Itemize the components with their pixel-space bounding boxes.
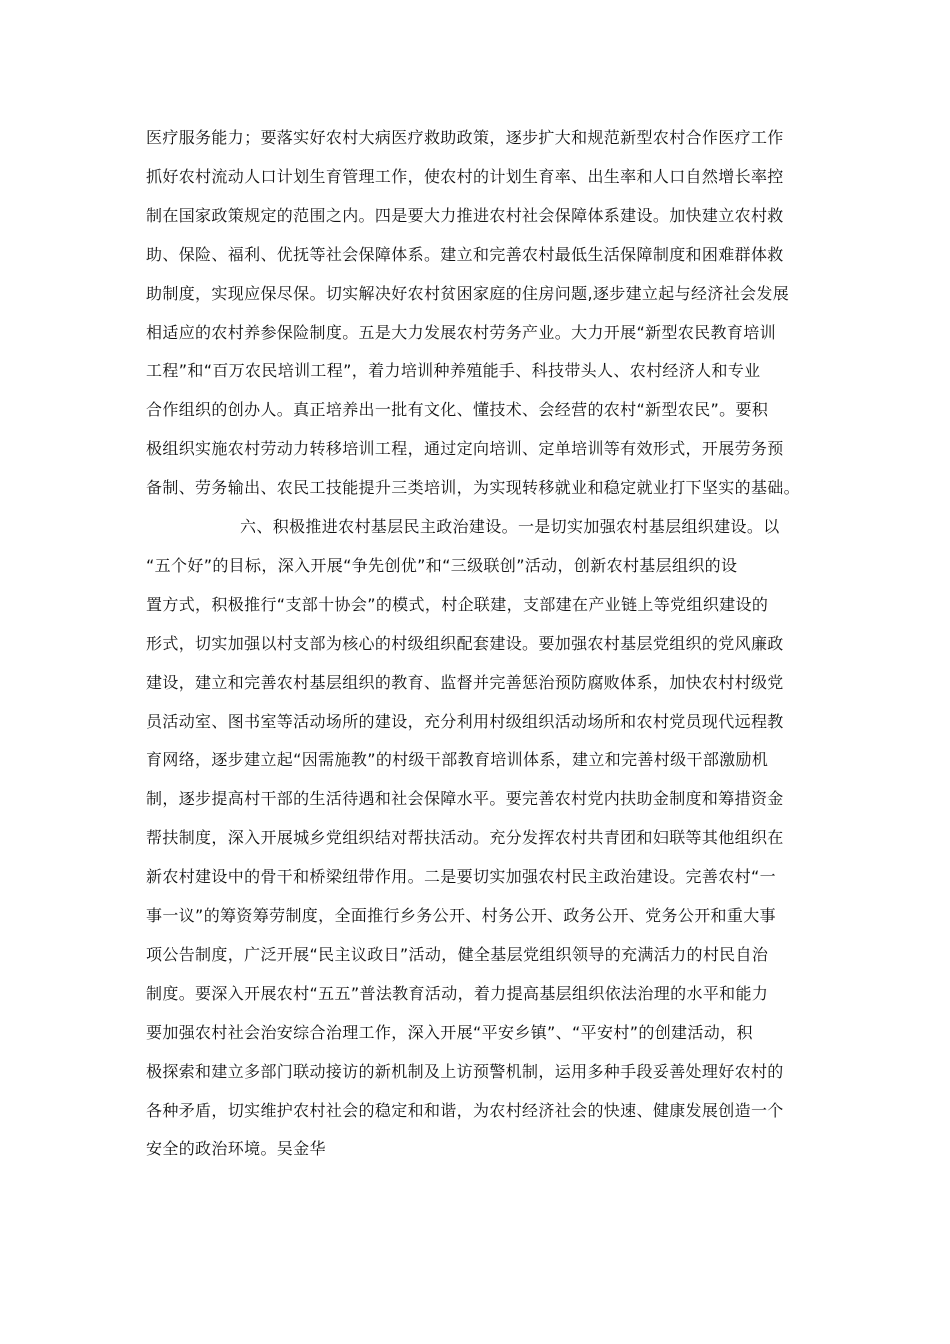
text-line: 员活动室、图书室等活动场所的建设，充分利用村级组织活动场所和农村党员现代远程教 (146, 712, 784, 731)
text-line: 要加强农村社会治安综合治理工作，深入开展“平安乡镇”、“平安村”的创建活动，积 (146, 1023, 753, 1042)
text-line: 帮扶制度，深入开展城乡党组织结对帮扶活动。充分发挥农村共青团和妇联等其他组织在 (146, 828, 784, 847)
text-line: 各种矛盾，切实维护农村社会的稳定和和谐，为农村经济社会的快速、健康发展创造一个 (146, 1101, 784, 1120)
text-line: 项公告制度，广泛开展“民主议政日”活动，健全基层党组织领导的充满活力的村民自治 (146, 945, 769, 964)
text-line: 合作组织的创办人。真正培养出一批有文化、懂技术、会经营的农村“新型农民”。要积 (146, 400, 769, 419)
text-line: 建设，建立和完善农村基层组织的教育、监督并完善惩治预防腐败体系，加快农村村级党 (146, 673, 784, 692)
text-line: 助、保险、福利、优抚等社会保障体系。建立和完善农村最低生活保障制度和困难群体救 (146, 245, 784, 264)
text-line: 极探索和建立多部门联动接访的新机制及上访预警机制，运用多种手段妥善处理好农村的 (146, 1062, 784, 1081)
text-line: 事一议”的筹资筹劳制度，全面推行乡务公开、村务公开、政务公开、党务公开和重大事 (146, 906, 776, 925)
section-heading-line: 六、积极推进农村基层民主政治建设。一是切实加强农村基层组织建设。以 (240, 517, 780, 536)
text-line: “五个好”的目标，深入开展“争先创优”和“三级联创”活动，创新农村基层组织的设 (146, 556, 738, 575)
text-line: 制度。要深入开展农村“五五”普法教育活动，着力提高基层组织依法治理的水平和能力 (146, 984, 769, 1003)
text-line: 形式，切实加强以村支部为核心的村级组织配套建设。要加强农村基层党组织的党风廉政 (146, 634, 784, 653)
text-line: 安全的政治环境。吴金华 (146, 1139, 326, 1158)
text-line: 制，逐步提高村干部的生活待遇和社会保障水平。要完善农村党内扶助金制度和筹措资金 (146, 789, 784, 808)
text-line: 医疗服务能力；要落实好农村大病医疗救助政策，逐步扩大和规范新型农村合作医疗工作 (146, 128, 784, 147)
text-line: 备制、劳务输出、农民工技能提升三类培训，为实现转移就业和稳定就业打下坚实的基础。 (146, 478, 801, 497)
text-line: 助制度，实现应保尽保。切实解决好农村贫困家庭的住房问题,逐步建立起与经济社会发展 (146, 284, 790, 303)
text-line: 制在国家政策规定的范围之内。四是要大力推进农村社会保障体系建设。加快建立农村救 (146, 206, 784, 225)
text-line: 相适应的农村养参保险制度。五是大力发展农村劳务产业。大力开展“新型农民教育培训 (146, 323, 776, 342)
text-line: 置方式，积极推行“支部十协会”的模式，村企联建，支部建在产业链上等党组织建设的 (146, 595, 769, 614)
text-line: 育网络，逐步建立起“因需施教”的村级干部教育培训体系，建立和完善村级干部激励机 (146, 750, 769, 769)
text-line: 极组织实施农村劳动力转移培训工程，通过定向培训、定单培训等有效形式，开展劳务预 (146, 439, 784, 458)
text-line: 工程”和“百万农民培训工程”，着力培训种养殖能手、科技带头人、农村经济人和专业 (146, 361, 761, 380)
text-line: 抓好农村流动人口计划生育管理工作，使农村的计划生育率、出生率和人口自然增长率控 (146, 167, 784, 186)
text-line: 新农村建设中的骨干和桥梁纽带作用。二是要切实加强农村民主政治建设。完善农村“一 (146, 867, 776, 886)
